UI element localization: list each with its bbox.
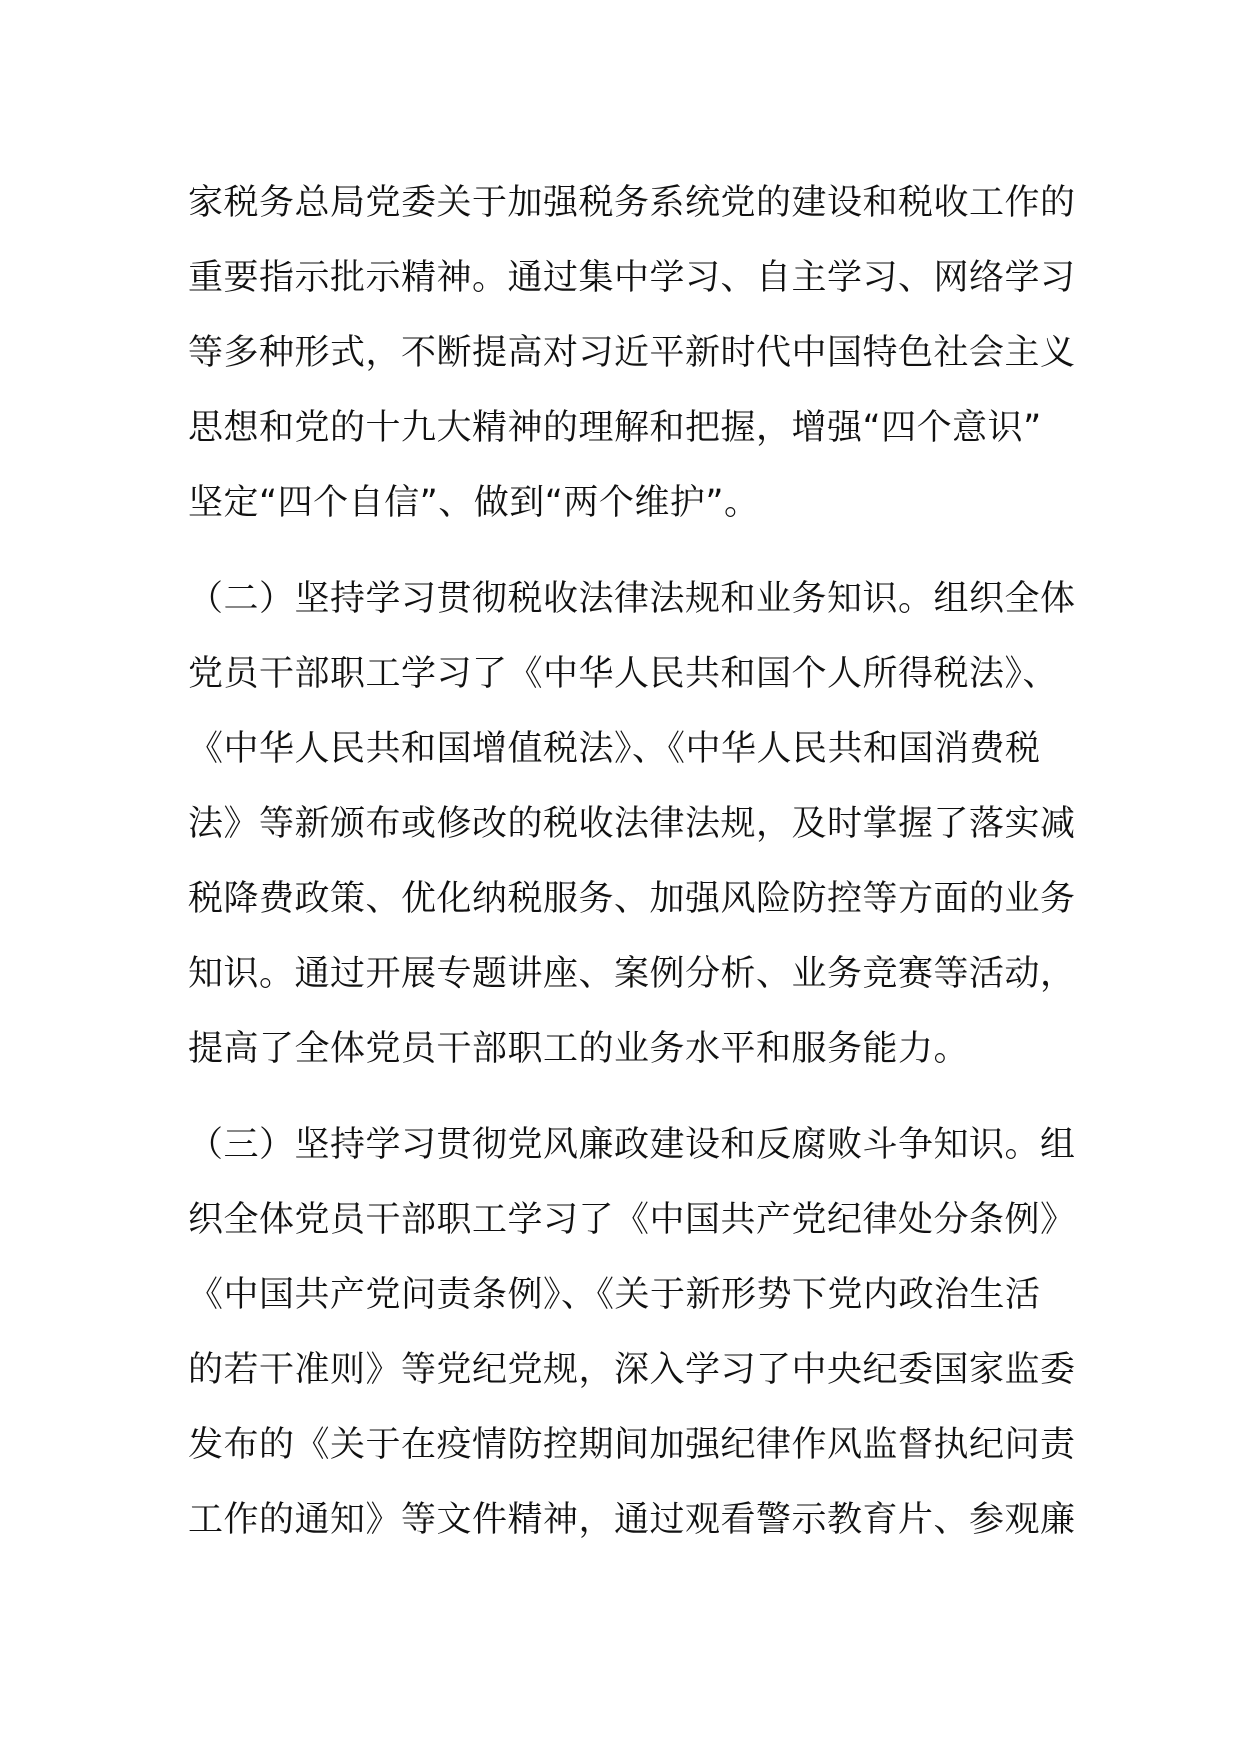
text-line: 工作的通知》等文件精神，通过观看警示教育片、参观廉 bbox=[188, 1500, 1076, 1540]
text-line: 知识。通过开展专题讲座、案例分析、业务竞赛等活动， bbox=[188, 954, 1076, 994]
text-line: 等多种形式，不断提高对习近平新时代中国特色社会主义 bbox=[188, 333, 1076, 373]
paragraph-spacing bbox=[188, 541, 1058, 562]
text-line: 税降费政策、优化纳税服务、加强风险防控等方面的业务 bbox=[188, 879, 1076, 919]
text-line: 的若干准则》等党纪党规，深入学习了中央纪委国家监委 bbox=[188, 1350, 1076, 1390]
text-line: 家税务总局党委关于加强税务系统党的建设和税收工作的 bbox=[188, 183, 1076, 223]
paragraph-1 bbox=[188, 166, 1076, 541]
section-heading-line: （三）坚持学习贯彻党风廉政建设和反腐败斗争知识。组 bbox=[188, 1125, 1076, 1165]
paragraph-3 bbox=[188, 1108, 1076, 1558]
text-line: 重要指示批示精神。通过集中学习、自主学习、网络学习 bbox=[188, 258, 1076, 298]
text-line: 党员干部职工学习了《中华人民共和国个人所得税法》、 bbox=[188, 654, 1059, 694]
paragraph-spacing bbox=[188, 1087, 1058, 1108]
text-line: 织全体党员干部职工学习了《中国共产党纪律处分条例》 bbox=[188, 1200, 1076, 1240]
text-line: 坚定“四个自信”、做到“两个维护”。 bbox=[188, 483, 760, 523]
text-line: 《中华人民共和国增值税法》、《中华人民共和国消费税 bbox=[188, 729, 1041, 769]
text-line: 法》等新颁布或修改的税收法律法规，及时掌握了落实减 bbox=[188, 804, 1076, 844]
text-line: 思想和党的十九大精神的理解和把握，增强“四个意识” bbox=[188, 408, 1042, 448]
text-line: 发布的《关于在疫情防控期间加强纪律作风监督执纪问责 bbox=[188, 1425, 1076, 1465]
paragraph-2 bbox=[188, 562, 1076, 1087]
text-line: 提高了全体党员干部职工的业务水平和服务能力。 bbox=[188, 1029, 970, 1069]
document-body bbox=[188, 166, 1076, 1558]
text-line: 《中国共产党问责条例》、《关于新形势下党内政治生活 bbox=[188, 1275, 1041, 1315]
section-heading-line: （二）坚持学习贯彻税收法律法规和业务知识。组织全体 bbox=[188, 579, 1076, 619]
